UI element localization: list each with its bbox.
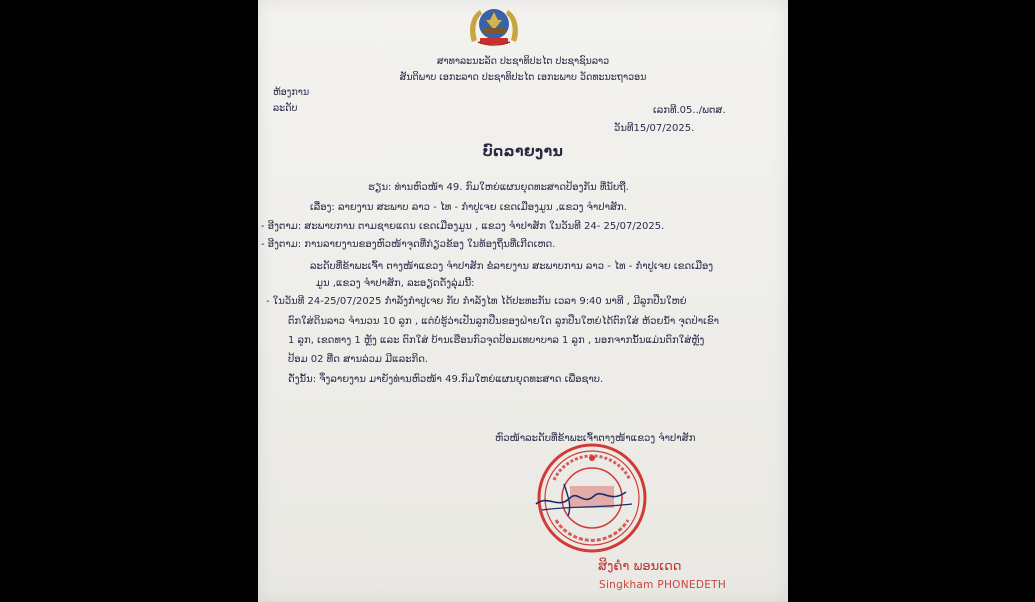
body-line-3: - ໃນວັນທີ 24-25/07/2025 ກຳລັງກຳປູເຈຍ ກັບ ກຳລັງໄທ ໄດ້ປະທະກັນ ເວລາ 9:40 ນາທີ , ມີລູກປືນໃຫຍ່ — [266, 296, 687, 307]
handwritten-signature — [528, 470, 638, 520]
republic-heading: ສາທາລະນະລັດ ປະຊາທິປະໄຕ ປະຊາຊົນລາວ — [436, 56, 610, 67]
body-line-4: ຕົກໃສ່ດິນລາວ ຈຳນວນ 10 ລູກ , ແຕ່ບໍ່ຮູ້ວ່າເປັນລູກປືນຂອງຝ່າຍໃດ ລູກປືນໃຫຍ່ໄດ້ຕົກໃສ່ ຫ້ວຍນ້ຳ ຈຸດປ່າເຂົາ — [288, 316, 720, 327]
document-date: ວັນທີ15/07/2025. — [614, 123, 695, 134]
body-line-1: ລະດັບທີ່ຂ້າພະເຈົ້າ ຕາງໜ້າແຂວງ ຈຳປາສັກ ຂໍລາຍງານ ສະພາບການ ລາວ - ໄທ - ກຳປູເຈຍ ເຂດເມືອງ — [310, 261, 714, 272]
reference-line-2: - ອີງຕາມ: ການລາຍງານຂອງຫົວໜ້າຈຸດທີ່ກ່ຽວຂ້ອງ ໃນທ້ອງຖິ່ນທີ່ເກີດເຫດ. — [261, 239, 556, 250]
subject-line: ເລື່ອງ: ລາຍງານ ສະພາບ ລາວ - ໄທ - ກຳປູເຈຍ ເຂດເມືອງມູນ ,ແຂວງ ຈຳປາສັກ. — [310, 202, 627, 213]
signatory-name-latin: Singkham PHONEDETH — [599, 579, 727, 591]
issuing-office: ຫ້ອງການ — [273, 87, 310, 98]
national-motto: ສັນຕິພາບ ເອກະລາດ ປະຊາທິປະໄຕ ເອກະພາບ ວັດທະນະຖາວອນ — [399, 72, 647, 83]
conclusion-line: ດັ່ງນັ້ນ: ຈຶ່ງລາຍງານ ມາຍັງທ່ານຫົວໜ້າ 49.ກົມໃຫຍ່ແຜນຍຸດທະສາດ ເພື່ອຊາບ. — [288, 374, 604, 385]
document-number: ເລກທີ.05../ພຕສ. — [653, 105, 726, 116]
signatory-name-lao: ສິງຄຳ ພອນເດດ — [598, 559, 682, 574]
reference-line-1: - ອີງຕາມ: ສະພາບການ ຕາມຊາຍແດນ ເຂດເມືອງມູນ , ແຂວງ ຈຳປາສັກ ໃນວັນທີ 24- 25/07/2025. — [261, 221, 665, 232]
issuing-unit: ລະດັບ — [273, 103, 298, 114]
body-line-6: ປ້ອມ 02 ທີ່ດ ສານລ່ວມ ມີແລະກິດ. — [288, 354, 429, 365]
signatory-office: ຫົວໜ້າລະດັບທີ່ຂ້າພະເຈົ້າຕາງໜ້າແຂວງ ຈຳປາສັກ — [495, 433, 696, 444]
document-page — [258, 0, 788, 602]
recipient-line: ຮຽນ: ທ່ານຫົວໜ້າ 49. ກົມໃຫຍ່ແຜນຍຸດທະສາດປ້ອງກັນ ທີ່ນັບຖື. — [368, 182, 629, 193]
body-line-5: 1 ລູກ, ເຂດທາງ 1 ຫຼັງ ແລະ ຕົກໃສ່ ບ້ານເຮືອນກົວຈຸດປ້ອມເທບາບາລ 1 ລູກ , ນອກຈາກນັ້ນແມ່ນຕົກໃສ່ຫຼັງ — [288, 335, 705, 346]
national-emblem-icon — [464, 2, 524, 48]
document-title: ບົດລາຍງານ — [482, 144, 564, 160]
body-line-2: ມູນ ,ແຂວງ ຈຳປາສັກ, ລະອຽດດັ່ງລຸ່ມນີ້: — [316, 278, 475, 289]
